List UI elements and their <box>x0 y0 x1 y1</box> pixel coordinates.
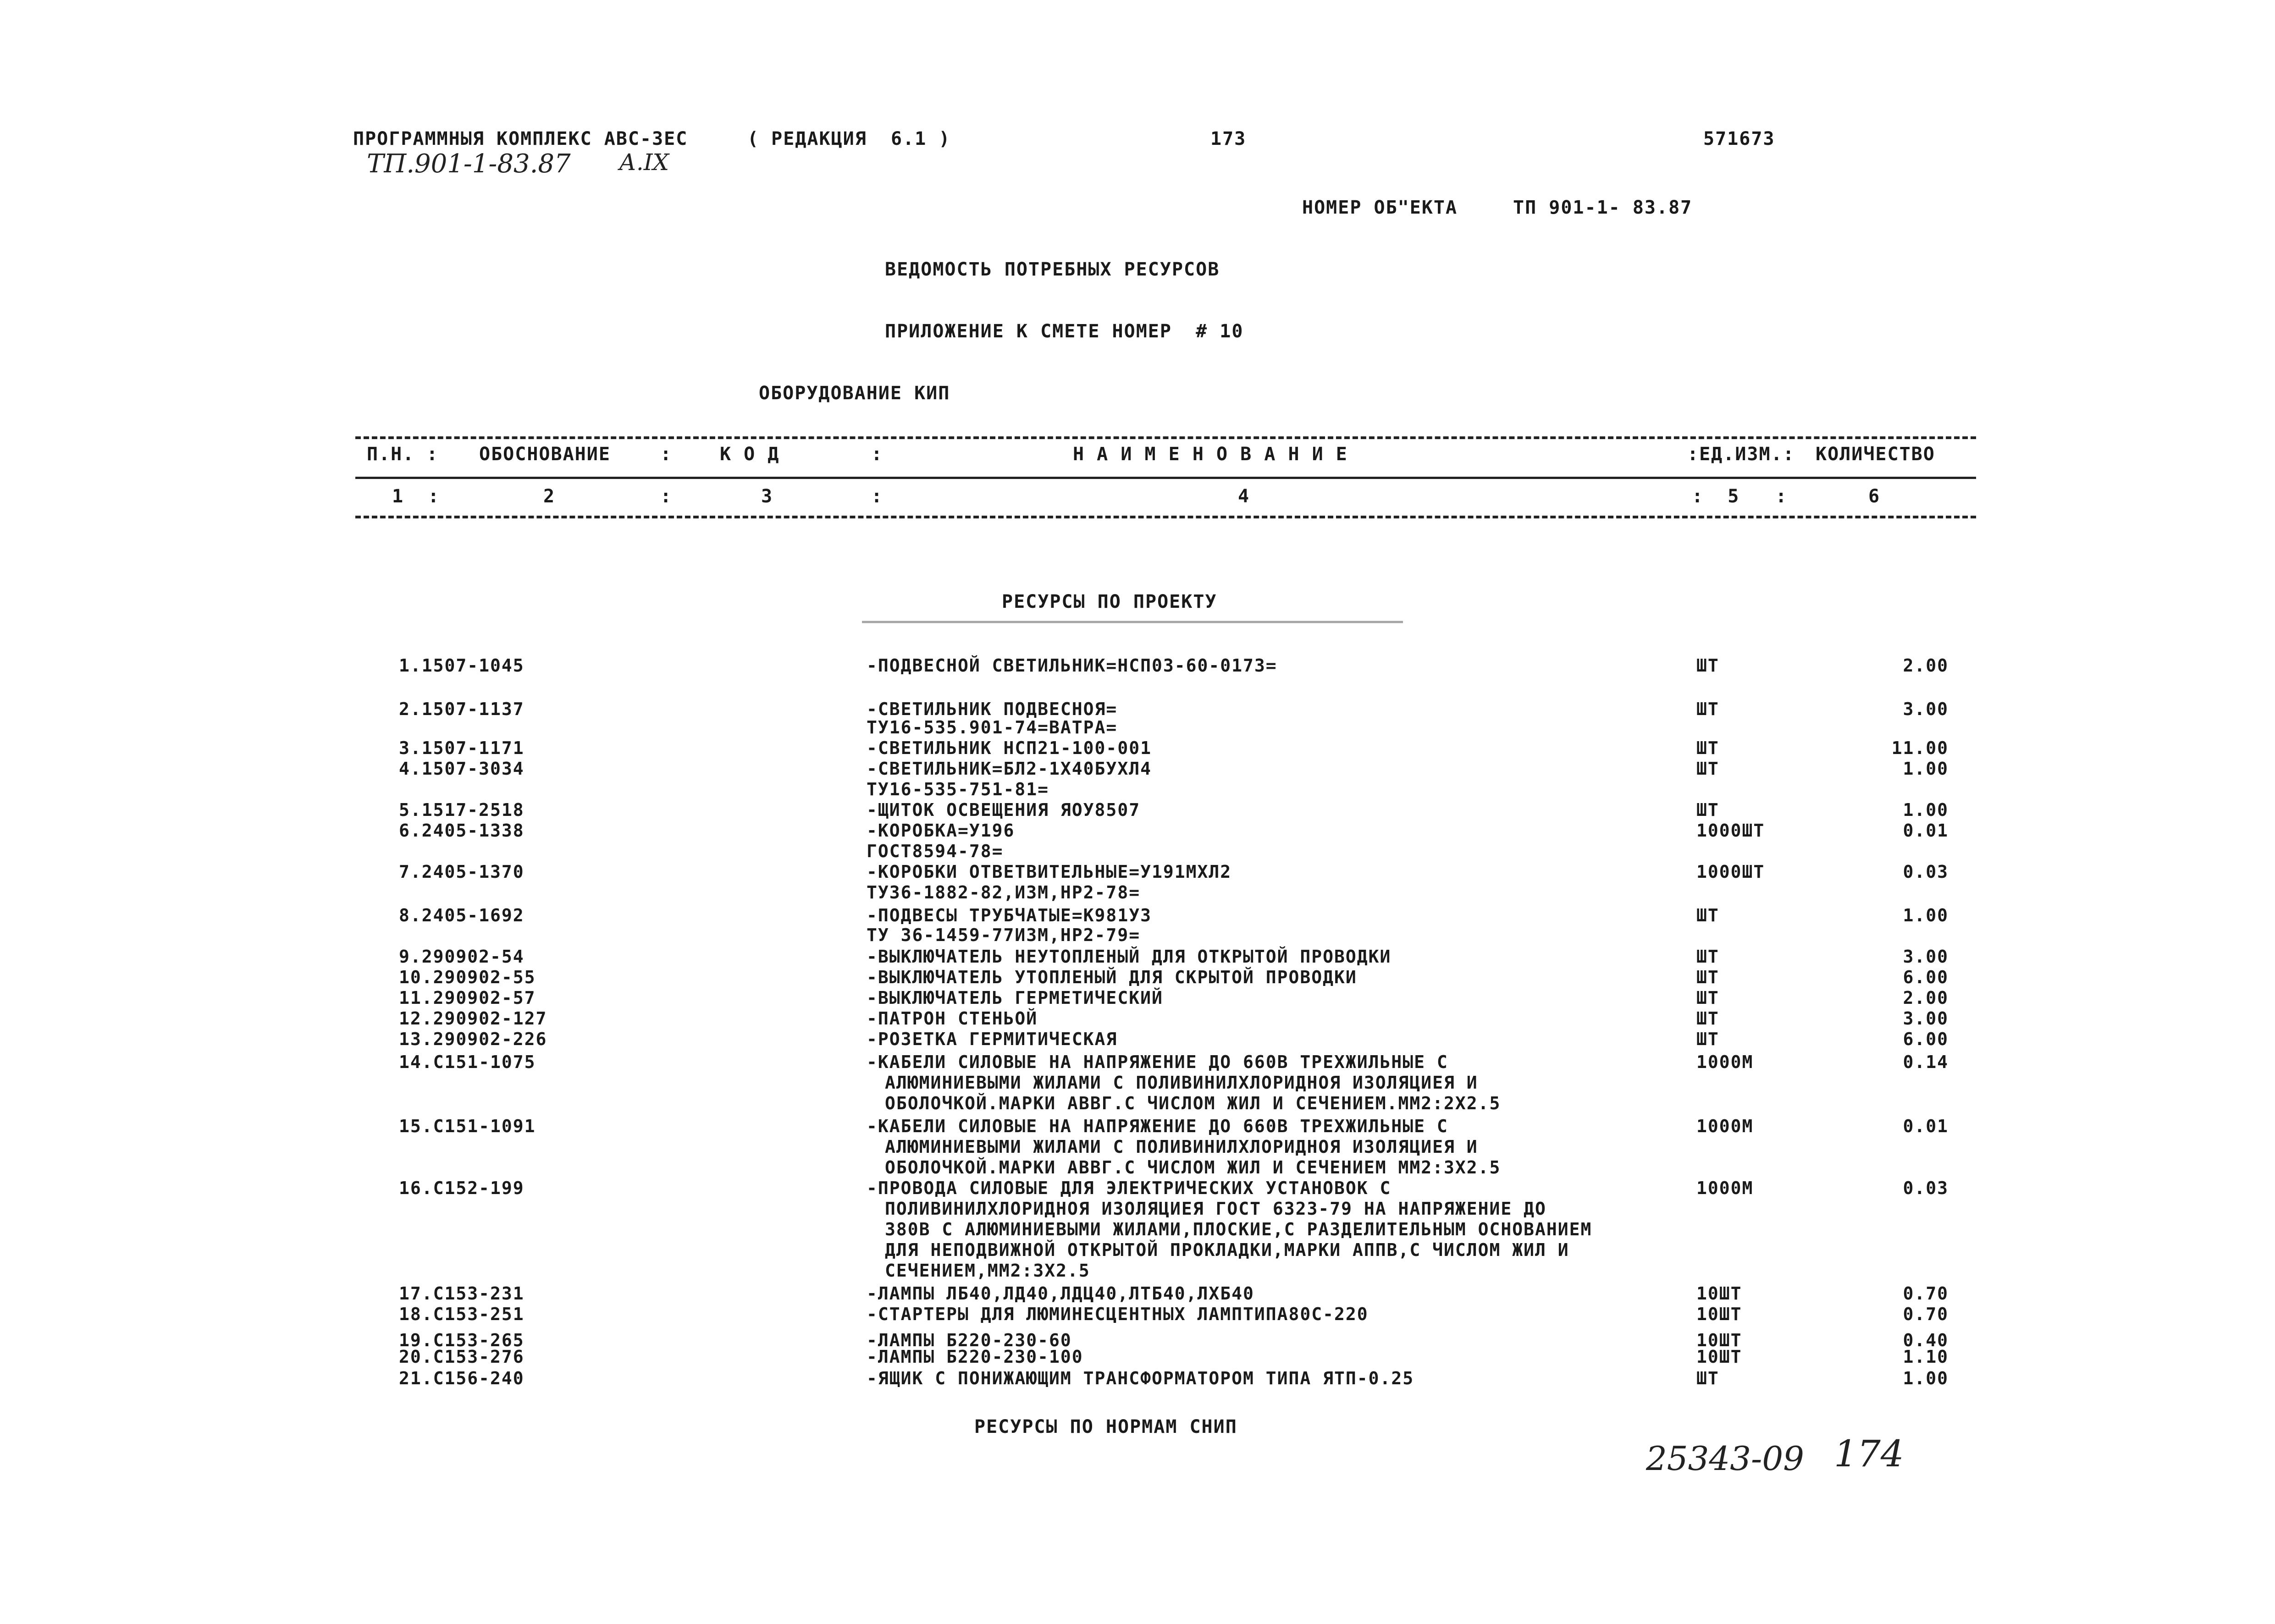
handwritten-archive-number: 25343-09 <box>1646 1439 1804 1478</box>
row-name: -ПОДВЕСЫ ТРУБЧАТЫЕ=К981У3 <box>867 905 1152 925</box>
row-id: 21.С156-240 <box>399 1368 525 1388</box>
row-qty: 6.00 <box>1903 1029 1949 1049</box>
row-qty: 0.03 <box>1903 1178 1949 1198</box>
row-qty: 0.03 <box>1903 862 1949 882</box>
row-unit: 10ШТ <box>1696 1330 1742 1350</box>
row-qty: 1.10 <box>1903 1347 1949 1367</box>
row-name: -ВЫКЛЮЧАТЕЛЬ НЕУТОПЛЕНЫЙ ДЛЯ ОТКРЫТОЙ ПРОВОДКИ <box>867 947 1392 967</box>
col-number-2: 2 <box>543 486 556 507</box>
row-name: -ПОДВЕСНОЙ СВЕТИЛЬНИК=НСП03-60-0173= <box>867 655 1277 676</box>
row-name-cont: ПОЛИВИНИЛХЛОРИДНОЯ ИЗОЛЯЦИЕЯ ГОСТ 6323-79 НА НАПРЯЖЕНИЕ ДО <box>885 1199 1546 1219</box>
row-id: 8.2405-1692 <box>399 905 525 925</box>
row-name: -СВЕТИЛЬНИК НСП21-100-001 <box>867 738 1152 758</box>
row-qty: 1.00 <box>1903 1368 1949 1388</box>
col-header-quantity: КОЛИЧЕСТВО <box>1816 444 1935 465</box>
row-unit: ШТ <box>1696 655 1719 676</box>
row-unit: ШТ <box>1696 947 1719 967</box>
col-header-name: Н А И М Е Н О В А Н И Е <box>1073 444 1348 465</box>
edition: ( РЕДАКЦИЯ 6.1 ) <box>747 128 951 149</box>
document-code: 571673 <box>1703 128 1775 149</box>
row-name: -РОЗЕТКА ГЕРМИТИЧЕСКАЯ <box>867 1029 1118 1049</box>
section-title: РЕСУРСЫ ПО ПРОЕКТУ <box>1002 591 1217 612</box>
col-number-sep: : <box>871 486 883 507</box>
row-qty: 0.14 <box>1903 1052 1949 1072</box>
row-qty: 0.70 <box>1903 1283 1949 1304</box>
row-qty: 3.00 <box>1903 699 1949 719</box>
row-qty: 2.00 <box>1903 655 1949 676</box>
row-unit: 10ШТ <box>1696 1283 1742 1304</box>
document-title: ВЕДОМОСТЬ ПОТРЕБНЫХ РЕСУРСОВ <box>885 259 1220 280</box>
section-heading-norms: РЕСУРСЫ ПО НОРМАМ СНИП <box>974 1416 1237 1437</box>
row-unit: ШТ <box>1696 988 1719 1008</box>
row-unit: ШТ <box>1696 699 1719 719</box>
row-name: -ЩИТОК ОСВЕЩЕНИЯ ЯОУ8507 <box>867 800 1141 820</box>
row-name: -ЛАМПЫ Б220-230-60 <box>867 1330 1072 1350</box>
row-name-cont: ТУ 36-1459-77ИЗМ,НР2-79= <box>867 925 1141 945</box>
row-id: 3.1507-1171 <box>399 738 525 758</box>
row-id: 9.290902-54 <box>399 947 525 967</box>
row-name: -ПАТРОН СТЕНЬОЙ <box>867 1008 1038 1029</box>
row-id: 10.290902-55 <box>399 967 536 987</box>
row-name: -ЯЩИК С ПОНИЖАЮЩИМ ТРАНСФОРМАТОРОМ ТИПА ЯТП-0.25 <box>867 1368 1414 1388</box>
document-subtitle: ПРИЛОЖЕНИЕ К СМЕТЕ НОМЕР # 10 <box>885 321 1244 342</box>
section-heading: ОБОРУДОВАНИЕ КИП <box>759 383 950 404</box>
row-id: 15.С151-1091 <box>399 1116 536 1136</box>
row-name: -КАБЕЛИ СИЛОВЫЕ НА НАПРЯЖЕНИЕ ДО 660В ТРЕХЖИЛЬНЫЕ С <box>867 1052 1448 1072</box>
handwritten-album: А.IX <box>619 149 669 176</box>
row-id: 7.2405-1370 <box>399 862 525 882</box>
row-unit: 1000М <box>1696 1178 1754 1198</box>
row-name-cont: АЛЮМИНИЕВЫМИ ЖИЛАМИ С ПОЛИВИНИЛХЛОРИДНОЯ ИЗОЛЯЦИЕЯ И <box>885 1073 1478 1093</box>
row-name-cont: ГОСТ8594-78= <box>867 841 1004 861</box>
row-name: -КОРОБКИ ОТВЕТВИТЕЛЬНЫЕ=У191МХЛ2 <box>867 862 1232 882</box>
table-header-bottom-rule <box>355 516 1976 518</box>
row-name-cont: ТУ36-1882-82,ИЗМ,НР2-78= <box>867 882 1141 903</box>
row-name-cont: ОБОЛОЧКОЙ.МАРКИ АВВГ.С ЧИСЛОМ ЖИЛ И СЕЧЕНИЕМ.ММ2:2Х2.5 <box>885 1093 1501 1113</box>
handwritten-project-number: ТП.901-1-83.87 <box>367 149 571 179</box>
object-label: НОМЕР ОБ"ЕКТА <box>1302 197 1458 218</box>
row-unit: ШТ <box>1696 800 1719 820</box>
row-name-cont: СЕЧЕНИЕМ,ММ2:3Х2.5 <box>885 1261 1090 1281</box>
row-unit: ШТ <box>1696 967 1719 987</box>
row-id: 14.С151-1075 <box>399 1052 536 1072</box>
program-name: ПРОГРАММНЫЯ КОМПЛЕКС АВС-3ЕС <box>353 128 688 149</box>
row-name: -КОРОБКА=У196 <box>867 820 1015 841</box>
row-unit: 1000ШТ <box>1696 820 1765 841</box>
row-unit: 1000М <box>1696 1052 1754 1072</box>
handwritten-sheet-number: 174 <box>1834 1432 1904 1475</box>
col-header-sep: : <box>660 444 673 465</box>
col-header-basis: ОБОСНОВАНИЕ <box>479 444 611 465</box>
row-id: 11.290902-57 <box>399 988 536 1008</box>
row-name: -СТАРТЕРЫ ДЛЯ ЛЮМИНЕСЦЕНТНЫХ ЛАМПТИПА80С-220 <box>867 1304 1369 1324</box>
row-qty: 1.00 <box>1903 759 1949 779</box>
row-qty: 3.00 <box>1903 947 1949 967</box>
col-header-pn: П.Н. : <box>367 444 439 465</box>
section-title-underline <box>862 621 1403 623</box>
table-top-rule <box>355 436 1976 439</box>
col-number-6: 6 <box>1868 486 1881 507</box>
row-name: -СВЕТИЛЬНИК=БЛ2-1Х40БУХЛ4 <box>867 759 1152 779</box>
row-id: 16.С152-199 <box>399 1178 525 1198</box>
row-id: 6.2405-1338 <box>399 820 525 841</box>
col-header-unit: :ЕД.ИЗМ.: <box>1687 444 1795 465</box>
col-number-3: 3 <box>761 486 773 507</box>
row-qty: 0.01 <box>1903 820 1949 841</box>
row-id: 5.1517-2518 <box>399 800 525 820</box>
row-qty: 6.00 <box>1903 967 1949 987</box>
row-qty: 2.00 <box>1903 988 1949 1008</box>
row-unit: ШТ <box>1696 738 1719 758</box>
row-id: 2.1507-1137 <box>399 699 525 719</box>
row-qty: 0.70 <box>1903 1304 1949 1324</box>
row-id: 19.С153-265 <box>399 1330 525 1350</box>
row-unit: ШТ <box>1696 1008 1719 1029</box>
row-name: -ВЫКЛЮЧАТЕЛЬ УТОПЛЕНЫЙ ДЛЯ СКРЫТОЙ ПРОВОДКИ <box>867 967 1357 987</box>
row-name: -КАБЕЛИ СИЛОВЫЕ НА НАПРЯЖЕНИЕ ДО 660В ТРЕХЖИЛЬНЫЕ С <box>867 1116 1448 1136</box>
row-unit: ШТ <box>1696 905 1719 925</box>
row-name: -СВЕТИЛЬНИК ПОДВЕСНОЯ= <box>867 699 1118 719</box>
row-qty: 0.40 <box>1903 1330 1949 1350</box>
col-number-1: 1 : <box>392 486 440 507</box>
row-name-cont: 380В С АЛЮМИНИЕВЫМИ ЖИЛАМИ,ПЛОСКИЕ,С РАЗДЕЛИТЕЛЬНЫМ ОСНОВАНИЕМ <box>885 1219 1592 1239</box>
row-unit: ШТ <box>1696 759 1719 779</box>
table-header-divider <box>355 477 1976 479</box>
row-qty: 11.00 <box>1891 738 1949 758</box>
row-name-cont: АЛЮМИНИЕВЫМИ ЖИЛАМИ С ПОЛИВИНИЛХЛОРИДНОЯ ИЗОЛЯЦИЕЯ И <box>885 1137 1478 1157</box>
row-id: 4.1507-3034 <box>399 759 525 779</box>
row-unit: 1000ШТ <box>1696 862 1765 882</box>
col-header-code: К О Д <box>720 444 780 465</box>
row-name-cont: ТУ16-535.901-74=ВАТРА= <box>867 717 1118 738</box>
row-id: 20.С153-276 <box>399 1347 525 1367</box>
col-number-sep: : <box>660 486 673 507</box>
row-name-cont: ОБОЛОЧКОЙ.МАРКИ АВВГ.С ЧИСЛОМ ЖИЛ И СЕЧЕНИЕМ ММ2:3Х2.5 <box>885 1157 1501 1178</box>
page-number: 173 <box>1210 128 1247 149</box>
row-qty: 1.00 <box>1903 800 1949 820</box>
row-name: -ПРОВОДА СИЛОВЫЕ ДЛЯ ЭЛЕКТРИЧЕСКИХ УСТАНОВОК С <box>867 1178 1392 1198</box>
col-number-4: 4 <box>1238 486 1250 507</box>
row-name: -ЛАМПЫ ЛБ40,ЛД40,ЛДЦ40,ЛТБ40,ЛХБ40 <box>867 1283 1254 1304</box>
row-name-cont: ДЛЯ НЕПОДВИЖНОЙ ОТКРЫТОЙ ПРОКЛАДКИ,МАРКИ АППВ,С ЧИСЛОМ ЖИЛ И <box>885 1240 1569 1260</box>
row-name: -ЛАМПЫ Б220-230-100 <box>867 1347 1083 1367</box>
row-qty: 1.00 <box>1903 905 1949 925</box>
row-unit: 10ШТ <box>1696 1304 1742 1324</box>
row-qty: 3.00 <box>1903 1008 1949 1029</box>
col-header-sep: : <box>871 444 883 465</box>
row-unit: 1000М <box>1696 1116 1754 1136</box>
row-unit: 10ШТ <box>1696 1347 1742 1367</box>
row-name: -ВЫКЛЮЧАТЕЛЬ ГЕРМЕТИЧЕСКИЙ <box>867 988 1163 1008</box>
row-name-cont: ТУ16-535-751-81= <box>867 779 1049 799</box>
object-value: ТП 901-1- 83.87 <box>1513 197 1693 218</box>
row-unit: ШТ <box>1696 1368 1719 1388</box>
row-id: 12.290902-127 <box>399 1008 547 1029</box>
row-id: 17.С153-231 <box>399 1283 525 1304</box>
row-id: 18.С153-251 <box>399 1304 525 1324</box>
col-number-5: : 5 : <box>1692 486 1788 507</box>
row-qty: 0.01 <box>1903 1116 1949 1136</box>
row-unit: ШТ <box>1696 1029 1719 1049</box>
row-id: 1.1507-1045 <box>399 655 525 676</box>
row-id: 13.290902-226 <box>399 1029 547 1049</box>
